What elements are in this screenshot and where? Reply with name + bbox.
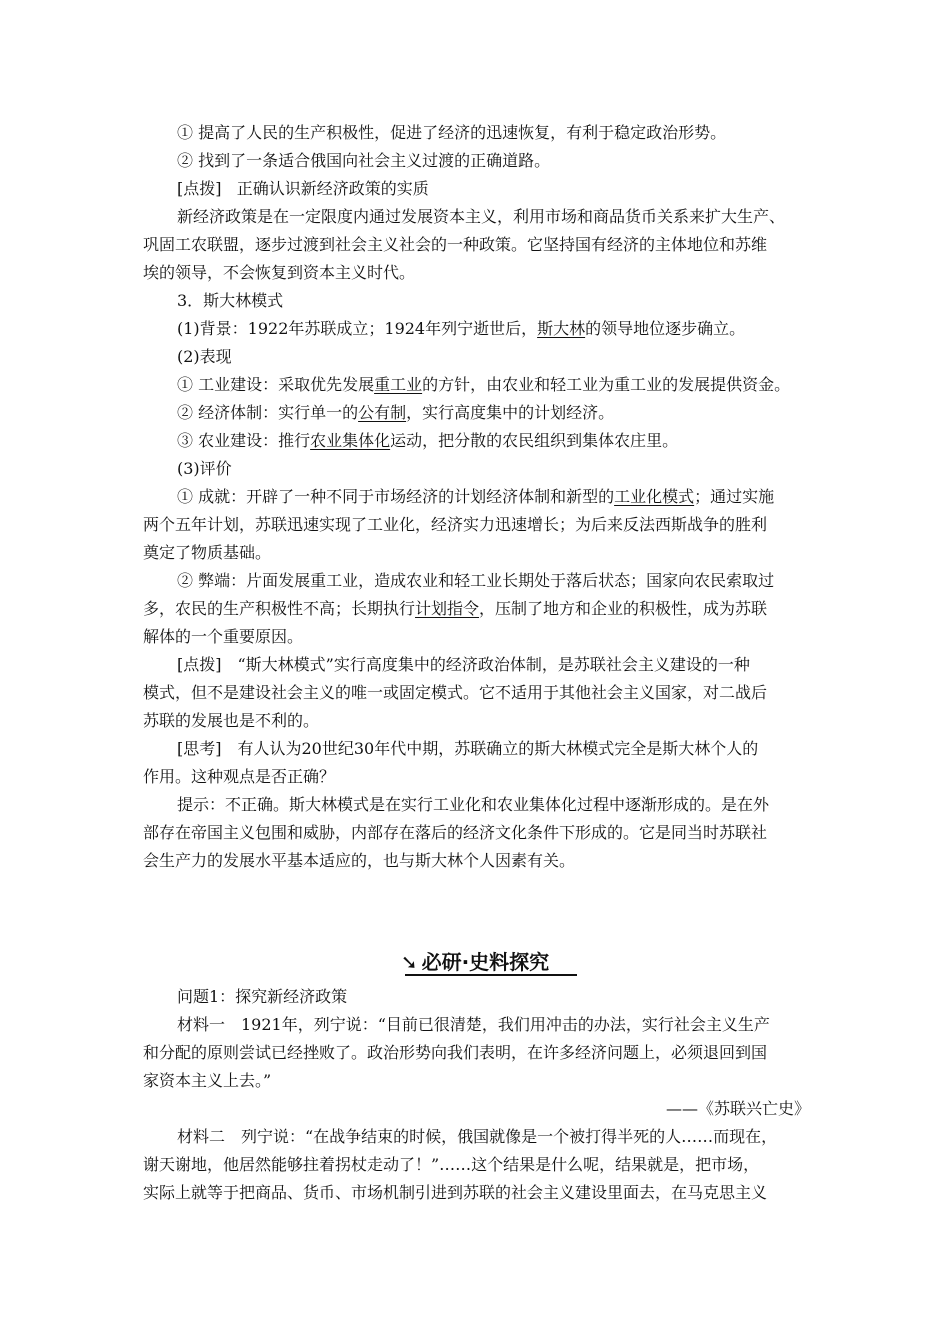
title-underline [405,974,577,976]
paragraph-line: 和分配的原则尝试已经挫败了。政治形势向我们表明，在许多经济问题上，必须退回到国 [143,1043,768,1062]
section-title-text: 必研·史料探究 [421,950,550,974]
paragraph-line: 材料二 列宁说：“在战争结束的时候，俄国就像是一个被打得半死的人……而现在， [177,1127,778,1146]
paragraph-line: 奠定了物质基础。 [143,543,272,562]
paragraph-line: [思考] 有人认为20世纪30年代中期，苏联确立的斯大林模式完全是斯大林个人的 [177,739,759,758]
text: 的方针，由农业和轻工业为重工业的发展提供资金。 [422,375,791,394]
text: ，实行高度集中的计划经济。 [406,403,615,422]
fill-in-answer: 工业化模式 [614,487,695,506]
text: ；通过实施 [694,487,775,506]
paragraph-line: 巩固工农联盟，逐步过渡到社会主义社会的一种政策。它坚持国有经济的主体地位和苏维 [143,235,768,254]
text: ② 经济体制：实行单一的 [177,403,359,422]
paragraph-line: 埃的领导，不会恢复到资本主义时代。 [143,263,416,282]
paragraph-line [177,486,774,508]
paragraph-line: 提示：不正确。斯大林模式是在实行工业化和农业集体化过程中逐渐形成的。是在外 [177,795,770,814]
paragraph-line [177,374,790,396]
paragraph-line [177,402,614,424]
paragraph-line: 苏联的发展也是不利的。 [143,711,320,730]
fill-in-answer: 计划指令 [415,599,480,618]
text: 多，农民的生产积极性不高；长期执行 [143,599,416,618]
fill-in-answer: 公有制 [358,403,407,422]
paragraph-line: 实际上就等于把商品、货币、市场机制引进到苏联的社会主义建设里面去，在马克思主义 [143,1183,768,1202]
paragraph-line: 部存在帝国主义包围和威胁，内部存在落后的经济文化条件下形成的。它是同当时苏联社 [143,823,768,842]
text: 运动，把分散的农民组织到集体农庄里。 [390,431,679,450]
section-title [0,948,950,976]
fill-in-answer: 重工业 [374,375,423,394]
paragraph-line: 家资本主义上去。” [143,1071,272,1090]
fill-in-answer: 农业集体化 [310,431,391,450]
paragraph-line: ② 找到了一条适合俄国向社会主义过渡的正确道路。 [177,151,551,170]
paragraph-line: 模式，但不是建设社会主义的唯一或固定模式。它不适用于其他社会主义国家，对二战后 [143,683,768,702]
paragraph-line: ① 提高了人民的生产积极性，促进了经济的迅速恢复，有利于稳定政治形势。 [177,123,727,142]
subheading: (2)表现 [177,347,232,366]
text: ③ 农业建设：推行 [177,431,311,450]
paragraph-line: ② 弊端：片面发展重工业，造成农业和轻工业长期处于落后状态；国家向农民索取过 [177,571,775,590]
paragraph-line: 谢天谢地，他居然能够拄着拐杖走动了！”……这个结果是什么呢，结果就是，把市场， [143,1155,760,1174]
source-citation: ——《苏联兴亡史》 [665,1099,810,1118]
text: ① 成就：开辟了一种不同于市场经济的计划经济体制和新型的 [177,487,615,506]
question-line: 问题1：探究新经济政策 [177,987,348,1006]
tip-heading [177,178,429,200]
paragraph-line [143,598,767,620]
paragraph-line: [点拨] “斯大林模式”实行高度集中的经济政治体制，是苏联社会主义建设的一种 [177,655,750,674]
paragraph-line: 解体的一个重要原因。 [143,627,304,646]
paragraph-line [177,430,678,452]
paragraph-line: 新经济政策是在一定限度内通过发展资本主义，利用市场和商品货币关系来扩大生产、 [177,207,786,226]
paragraph-line: 会生产力的发展水平基本适应的，也与斯大林个人因素有关。 [143,851,576,870]
paragraph-line [177,318,745,340]
text: 的领导地位逐步确立。 [585,319,746,338]
fill-in-answer: 斯大林 [537,319,586,338]
subheading: (3)评价 [177,459,232,478]
paragraph-line: 材料一 1921年，列宁说：“目前已很清楚，我们用冲击的办法，实行社会主义生产 [177,1015,770,1034]
arrow-icon: ➘ [400,950,418,974]
text: ，压制了地方和企业的积极性，成为苏联 [479,599,768,618]
text: ① 工业建设：采取优先发展 [177,375,375,394]
paragraph-line: 两个五年计划，苏联迅速实现了工业化，经济实力迅速增长；为后来反法西斯战争的胜利 [143,515,768,534]
paragraph-line: 作用。这种观点是否正确？ [143,767,336,786]
section-heading: 3．斯大林模式 [177,291,284,310]
text: (1)背景：1922年苏联成立；1924年列宁逝世后， [177,319,538,338]
tip-tag: [点拨] [177,179,222,198]
tip-title: 正确认识新经济政策的实质 [236,179,429,198]
